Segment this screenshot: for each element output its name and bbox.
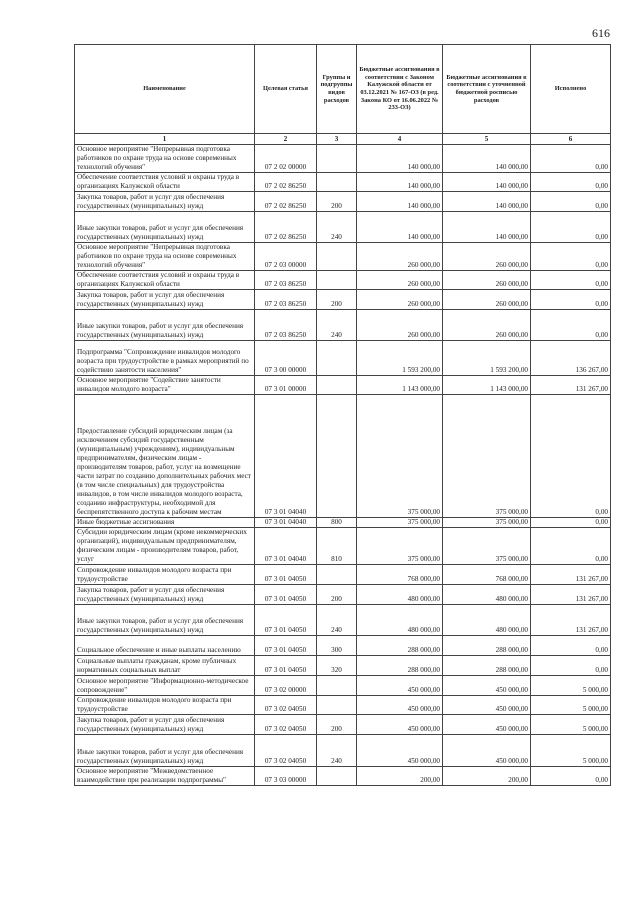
row-group-cell bbox=[317, 565, 357, 585]
row-law-amount-cell: 260 000,00 bbox=[357, 310, 443, 341]
row-code-cell: 07 3 03 00000 bbox=[255, 767, 317, 786]
table-row bbox=[75, 192, 611, 212]
header-budget-allocation: Бюджетные ассигнования в соответствии с уточненной бюджетной росписью расходов bbox=[443, 45, 531, 134]
row-group-cell: 240 bbox=[317, 735, 357, 767]
table-row bbox=[75, 271, 611, 290]
row-law-amount-cell: 200,00 bbox=[357, 767, 443, 786]
row-budget-amount-cell: 1 143 000,00 bbox=[443, 376, 531, 395]
row-law-amount-cell: 260 000,00 bbox=[357, 290, 443, 310]
row-law-amount-cell: 260 000,00 bbox=[357, 271, 443, 290]
row-budget-amount-cell: 450 000,00 bbox=[443, 676, 531, 696]
row-name-cell: Иные закупки товаров, работ и услуг для обеспечения государственных (муниципальных) нужд bbox=[75, 735, 255, 767]
row-law-amount-cell: 140 000,00 bbox=[357, 145, 443, 173]
row-name-cell: Основное мероприятие "Содействие занятости инвалидов молодого возраста" bbox=[75, 376, 255, 395]
row-budget-amount-cell: 140 000,00 bbox=[443, 192, 531, 212]
row-law-amount-cell: 140 000,00 bbox=[357, 173, 443, 192]
row-group-cell bbox=[317, 676, 357, 696]
row-law-amount-cell: 260 000,00 bbox=[357, 243, 443, 271]
row-budget-amount-cell: 288 000,00 bbox=[443, 636, 531, 656]
table-row bbox=[75, 173, 611, 192]
row-law-amount-cell: 1 143 000,00 bbox=[357, 376, 443, 395]
row-code-cell: 07 3 01 04050 bbox=[255, 636, 317, 656]
row-code-cell: 07 3 02 04050 bbox=[255, 715, 317, 735]
row-executed-amount-cell: 5 000,00 bbox=[531, 676, 611, 696]
row-law-amount-cell: 768 000,00 bbox=[357, 565, 443, 585]
row-executed-amount-cell: 5 000,00 bbox=[531, 735, 611, 767]
row-executed-amount-cell: 5 000,00 bbox=[531, 715, 611, 735]
header-name: Наименование bbox=[75, 45, 255, 134]
row-name-cell: Обеспечение соответствия условий и охраны труда в организациях Калужской области bbox=[75, 173, 255, 192]
row-executed-amount-cell: 0,00 bbox=[531, 518, 611, 528]
column-number: 4 bbox=[357, 134, 443, 145]
row-group-cell: 300 bbox=[317, 636, 357, 656]
row-executed-amount-cell: 0,00 bbox=[531, 395, 611, 518]
row-code-cell: 07 3 02 00000 bbox=[255, 676, 317, 696]
row-law-amount-cell: 450 000,00 bbox=[357, 676, 443, 696]
table-row bbox=[75, 696, 611, 715]
row-budget-amount-cell: 260 000,00 bbox=[443, 310, 531, 341]
row-name-cell: Закупка товаров, работ и услуг для обеспечения государственных (муниципальных) нужд bbox=[75, 715, 255, 735]
row-code-cell: 07 3 01 04040 bbox=[255, 395, 317, 518]
row-name-cell: Основное мероприятие "Непрерывная подготовка работников по охране труда на основе современных технологий обучения" bbox=[75, 243, 255, 271]
row-name-cell: Закупка товаров, работ и услуг для обеспечения государственных (муниципальных) нужд bbox=[75, 192, 255, 212]
row-code-cell: 07 2 03 86250 bbox=[255, 310, 317, 341]
row-code-cell: 07 2 03 86250 bbox=[255, 271, 317, 290]
row-law-amount-cell: 375 000,00 bbox=[357, 528, 443, 565]
table-row bbox=[75, 376, 611, 395]
row-group-cell bbox=[317, 341, 357, 376]
row-budget-amount-cell: 450 000,00 bbox=[443, 735, 531, 767]
header-executed: Исполнено bbox=[531, 45, 611, 134]
table-row bbox=[75, 341, 611, 376]
column-number: 5 bbox=[443, 134, 531, 145]
row-code-cell: 07 2 02 86250 bbox=[255, 192, 317, 212]
row-group-cell bbox=[317, 395, 357, 518]
row-executed-amount-cell: 0,00 bbox=[531, 271, 611, 290]
table-row bbox=[75, 310, 611, 341]
row-name-cell: Предоставление субсидий юридическим лицам (за исключением субсидий государственным (муниципальным) учреждениям), индивидуальным предпринимателям, физическим лицам - производителям товаров, работ, услуг на возмещение части затрат по созданию дополнительных рабочих мест (в том числе специальных) для трудоустройства инвалидов, в том числе инвалидов молодого возраста, созданию инфраструктуры, необходимой для беспрепятственного доступа к рабочим местам bbox=[75, 395, 255, 518]
row-group-cell: 200 bbox=[317, 290, 357, 310]
row-code-cell: 07 3 02 04050 bbox=[255, 735, 317, 767]
row-executed-amount-cell: 0,00 bbox=[531, 212, 611, 243]
row-budget-amount-cell: 375 000,00 bbox=[443, 518, 531, 528]
row-law-amount-cell: 450 000,00 bbox=[357, 735, 443, 767]
table-row bbox=[75, 565, 611, 585]
row-code-cell: 07 2 02 86250 bbox=[255, 212, 317, 243]
row-executed-amount-cell: 0,00 bbox=[531, 528, 611, 565]
row-budget-amount-cell: 768 000,00 bbox=[443, 565, 531, 585]
row-law-amount-cell: 288 000,00 bbox=[357, 636, 443, 656]
column-number: 6 bbox=[531, 134, 611, 145]
row-name-cell: Сопровождение инвалидов молодого возраста при трудоустройстве bbox=[75, 696, 255, 715]
row-executed-amount-cell: 0,00 bbox=[531, 310, 611, 341]
row-law-amount-cell: 480 000,00 bbox=[357, 605, 443, 636]
row-name-cell: Основное мероприятие "Непрерывная подготовка работников по охране труда на основе современных технологий обучения" bbox=[75, 145, 255, 173]
row-group-cell bbox=[317, 696, 357, 715]
budget-table bbox=[74, 44, 611, 786]
table-row bbox=[75, 715, 611, 735]
row-budget-amount-cell: 480 000,00 bbox=[443, 585, 531, 605]
row-budget-amount-cell: 1 593 200,00 bbox=[443, 341, 531, 376]
table-row bbox=[75, 656, 611, 676]
table-row bbox=[75, 528, 611, 565]
row-group-cell bbox=[317, 271, 357, 290]
row-law-amount-cell: 140 000,00 bbox=[357, 212, 443, 243]
table-row bbox=[75, 676, 611, 696]
header-target-article: Целевая статья bbox=[255, 45, 317, 134]
header-expense-group: Группы и подгруппы видов расходов bbox=[317, 45, 357, 134]
table-row bbox=[75, 145, 611, 173]
row-law-amount-cell: 450 000,00 bbox=[357, 715, 443, 735]
row-group-cell: 200 bbox=[317, 192, 357, 212]
table-row bbox=[75, 395, 611, 518]
row-executed-amount-cell: 0,00 bbox=[531, 656, 611, 676]
row-group-cell: 240 bbox=[317, 605, 357, 636]
row-budget-amount-cell: 450 000,00 bbox=[443, 696, 531, 715]
row-name-cell: Основное мероприятие "Информационно-методическое сопровождение" bbox=[75, 676, 255, 696]
row-executed-amount-cell: 5 000,00 bbox=[531, 696, 611, 715]
row-code-cell: 07 2 02 86250 bbox=[255, 173, 317, 192]
row-name-cell: Обеспечение соответствия условий и охраны труда в организациях Калужской области bbox=[75, 271, 255, 290]
row-name-cell: Основное мероприятие "Межведомственное взаимодействие при реализации подпрограммы" bbox=[75, 767, 255, 786]
row-executed-amount-cell: 131 267,00 bbox=[531, 605, 611, 636]
row-code-cell: 07 2 03 86250 bbox=[255, 290, 317, 310]
row-law-amount-cell: 140 000,00 bbox=[357, 192, 443, 212]
row-name-cell: Иные закупки товаров, работ и услуг для обеспечения государственных (муниципальных) нужд bbox=[75, 605, 255, 636]
row-executed-amount-cell: 0,00 bbox=[531, 173, 611, 192]
row-name-cell: Иные закупки товаров, работ и услуг для обеспечения государственных (муниципальных) нужд bbox=[75, 212, 255, 243]
row-group-cell: 800 bbox=[317, 518, 357, 528]
row-name-cell: Закупка товаров, работ и услуг для обеспечения государственных (муниципальных) нужд bbox=[75, 290, 255, 310]
row-code-cell: 07 3 01 04050 bbox=[255, 565, 317, 585]
table-row bbox=[75, 518, 611, 528]
row-budget-amount-cell: 260 000,00 bbox=[443, 271, 531, 290]
row-code-cell: 07 3 01 04040 bbox=[255, 518, 317, 528]
row-law-amount-cell: 450 000,00 bbox=[357, 696, 443, 715]
header-row bbox=[75, 45, 611, 134]
row-group-cell: 320 bbox=[317, 656, 357, 676]
row-budget-amount-cell: 140 000,00 bbox=[443, 173, 531, 192]
row-group-cell bbox=[317, 767, 357, 786]
row-code-cell: 07 2 02 00000 bbox=[255, 145, 317, 173]
row-executed-amount-cell: 0,00 bbox=[531, 192, 611, 212]
row-executed-amount-cell: 0,00 bbox=[531, 636, 611, 656]
row-code-cell: 07 3 01 04050 bbox=[255, 585, 317, 605]
row-executed-amount-cell: 0,00 bbox=[531, 145, 611, 173]
row-law-amount-cell: 375 000,00 bbox=[357, 395, 443, 518]
row-law-amount-cell: 480 000,00 bbox=[357, 585, 443, 605]
row-name-cell: Подпрограмма "Сопровождение инвалидов молодого возраста при трудоустройстве в рамках мероприятий по содействию занятости населения" bbox=[75, 341, 255, 376]
row-group-cell: 200 bbox=[317, 585, 357, 605]
row-budget-amount-cell: 260 000,00 bbox=[443, 243, 531, 271]
row-group-cell: 240 bbox=[317, 310, 357, 341]
row-code-cell: 07 3 01 04040 bbox=[255, 528, 317, 565]
row-code-cell: 07 3 01 04050 bbox=[255, 656, 317, 676]
row-executed-amount-cell: 131 267,00 bbox=[531, 565, 611, 585]
table-row bbox=[75, 636, 611, 656]
row-code-cell: 07 3 01 00000 bbox=[255, 376, 317, 395]
table-row bbox=[75, 290, 611, 310]
row-code-cell: 07 3 00 00000 bbox=[255, 341, 317, 376]
row-budget-amount-cell: 375 000,00 bbox=[443, 395, 531, 518]
row-group-cell: 200 bbox=[317, 715, 357, 735]
table-row bbox=[75, 735, 611, 767]
table-row bbox=[75, 212, 611, 243]
row-group-cell bbox=[317, 376, 357, 395]
row-group-cell bbox=[317, 243, 357, 271]
header-law-allocation: Бюджетные ассигнования в соответствии с Законом Калужской области от 03.12.2021 № 167-ОЗ (в ред. Закона КО от 16.06.2022 № 233-ОЗ) bbox=[357, 45, 443, 134]
table-row bbox=[75, 243, 611, 271]
row-code-cell: 07 2 03 00000 bbox=[255, 243, 317, 271]
column-number: 2 bbox=[255, 134, 317, 145]
row-name-cell: Субсидии юридическим лицам (кроме некоммерческих организаций), индивидуальным предпринимателям, физическим лицам - производителям товаров, работ, услуг bbox=[75, 528, 255, 565]
row-executed-amount-cell: 0,00 bbox=[531, 767, 611, 786]
row-budget-amount-cell: 480 000,00 bbox=[443, 605, 531, 636]
column-number-row bbox=[75, 134, 611, 145]
page-number: 616 bbox=[592, 26, 610, 40]
row-budget-amount-cell: 288 000,00 bbox=[443, 656, 531, 676]
column-number: 1 bbox=[75, 134, 255, 145]
row-executed-amount-cell: 131 267,00 bbox=[531, 585, 611, 605]
row-law-amount-cell: 1 593 200,00 bbox=[357, 341, 443, 376]
row-group-cell bbox=[317, 145, 357, 173]
row-law-amount-cell: 288 000,00 bbox=[357, 656, 443, 676]
row-law-amount-cell: 375 000,00 bbox=[357, 518, 443, 528]
row-name-cell: Иные бюджетные ассигнования bbox=[75, 518, 255, 528]
row-budget-amount-cell: 375 000,00 bbox=[443, 528, 531, 565]
row-group-cell bbox=[317, 173, 357, 192]
row-executed-amount-cell: 136 267,00 bbox=[531, 341, 611, 376]
table-row bbox=[75, 767, 611, 786]
column-number: 3 bbox=[317, 134, 357, 145]
row-budget-amount-cell: 140 000,00 bbox=[443, 212, 531, 243]
row-budget-amount-cell: 260 000,00 bbox=[443, 290, 531, 310]
row-name-cell: Сопровождение инвалидов молодого возраста при трудоустройстве bbox=[75, 565, 255, 585]
row-code-cell: 07 3 02 04050 bbox=[255, 696, 317, 715]
row-executed-amount-cell: 0,00 bbox=[531, 290, 611, 310]
row-budget-amount-cell: 450 000,00 bbox=[443, 715, 531, 735]
row-group-cell: 240 bbox=[317, 212, 357, 243]
row-name-cell: Закупка товаров, работ и услуг для обеспечения государственных (муниципальных) нужд bbox=[75, 585, 255, 605]
row-budget-amount-cell: 200,00 bbox=[443, 767, 531, 786]
row-name-cell: Социальное обеспечение и иные выплаты населению bbox=[75, 636, 255, 656]
row-executed-amount-cell: 131 267,00 bbox=[531, 376, 611, 395]
row-code-cell: 07 3 01 04050 bbox=[255, 605, 317, 636]
row-name-cell: Иные закупки товаров, работ и услуг для обеспечения государственных (муниципальных) нужд bbox=[75, 310, 255, 341]
row-executed-amount-cell: 0,00 bbox=[531, 243, 611, 271]
table-row bbox=[75, 605, 611, 636]
table-row bbox=[75, 585, 611, 605]
row-name-cell: Социальные выплаты гражданам, кроме публичных нормативных социальных выплат bbox=[75, 656, 255, 676]
row-group-cell: 810 bbox=[317, 528, 357, 565]
row-budget-amount-cell: 140 000,00 bbox=[443, 145, 531, 173]
